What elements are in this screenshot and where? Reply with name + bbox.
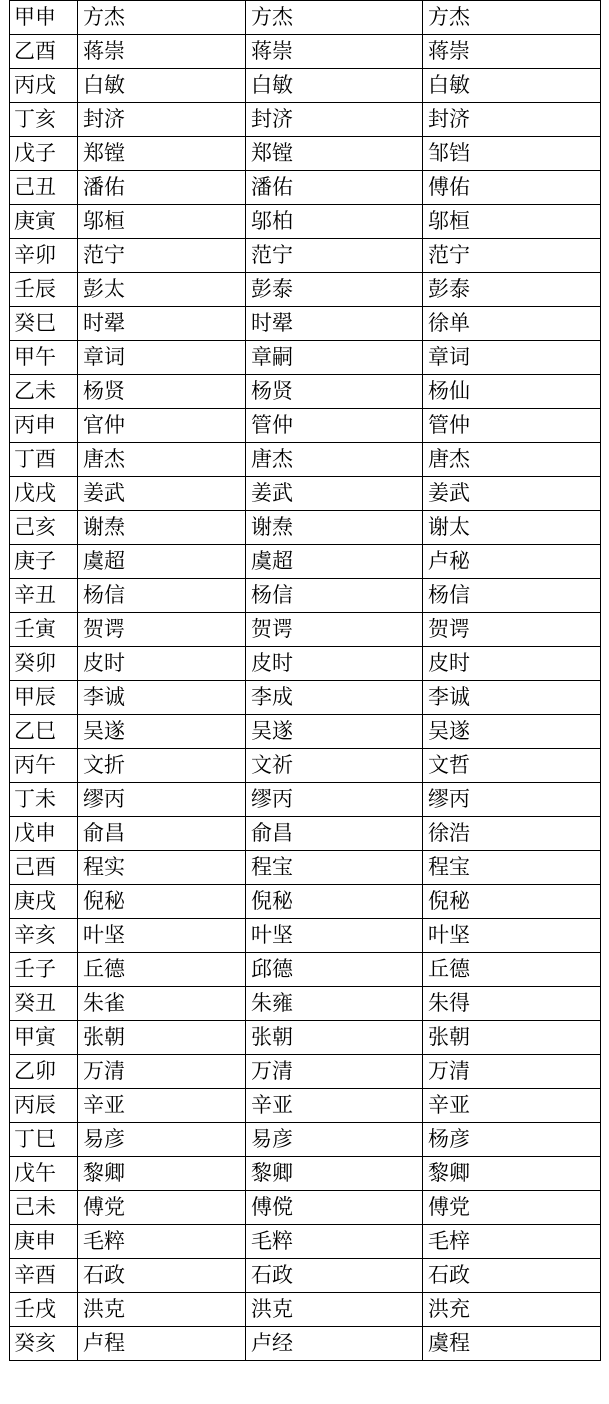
name-cell-b: 傅傥 xyxy=(246,1191,423,1225)
name-cell-c: 辛亚 xyxy=(423,1089,601,1123)
name-cell-b: 倪秘 xyxy=(246,885,423,919)
table-row xyxy=(10,103,601,137)
name-cell-b: 潘佑 xyxy=(246,171,423,205)
cycle-year-cell: 己亥 xyxy=(10,511,78,545)
name-cell-c: 缪丙 xyxy=(423,783,601,817)
name-cell-b: 黎卿 xyxy=(246,1157,423,1191)
name-cell-c: 唐杰 xyxy=(423,443,601,477)
cycle-year-cell: 乙巳 xyxy=(10,715,78,749)
cycle-year-cell: 戊子 xyxy=(10,137,78,171)
table-row xyxy=(10,341,601,375)
name-cell-c: 管仲 xyxy=(423,409,601,443)
name-cell-b: 杨贤 xyxy=(246,375,423,409)
name-cell-b: 彭泰 xyxy=(246,273,423,307)
name-cell-c: 杨仙 xyxy=(423,375,601,409)
name-cell-a: 蒋崇 xyxy=(78,35,246,69)
table-row xyxy=(10,749,601,783)
name-cell-a: 潘佑 xyxy=(78,171,246,205)
name-cell-a: 万清 xyxy=(78,1055,246,1089)
name-cell-c: 谢太 xyxy=(423,511,601,545)
table-row xyxy=(10,307,601,341)
name-cell-b: 虞超 xyxy=(246,545,423,579)
name-cell-b: 卢经 xyxy=(246,1327,423,1361)
name-cell-a: 章词 xyxy=(78,341,246,375)
name-cell-c: 封济 xyxy=(423,103,601,137)
name-cell-b: 白敏 xyxy=(246,69,423,103)
cycle-year-cell: 丙申 xyxy=(10,409,78,443)
name-cell-a: 邬桓 xyxy=(78,205,246,239)
cycle-year-cell: 丙戌 xyxy=(10,69,78,103)
cycle-year-cell: 壬寅 xyxy=(10,613,78,647)
table-row xyxy=(10,375,601,409)
cycle-year-cell: 癸丑 xyxy=(10,987,78,1021)
table-row xyxy=(10,35,601,69)
name-cell-c: 石政 xyxy=(423,1259,601,1293)
cycle-year-cell: 甲申 xyxy=(10,1,78,35)
cycle-year-cell: 庚子 xyxy=(10,545,78,579)
name-cell-c: 洪充 xyxy=(423,1293,601,1327)
cycle-year-cell: 辛卯 xyxy=(10,239,78,273)
name-cell-b: 李成 xyxy=(246,681,423,715)
name-cell-a: 官仲 xyxy=(78,409,246,443)
cycle-year-cell: 戊午 xyxy=(10,1157,78,1191)
name-cell-b: 姜武 xyxy=(246,477,423,511)
name-cell-a: 倪秘 xyxy=(78,885,246,919)
name-cell-a: 封济 xyxy=(78,103,246,137)
cycle-year-cell: 壬子 xyxy=(10,953,78,987)
name-cell-c: 杨信 xyxy=(423,579,601,613)
name-cell-b: 时翚 xyxy=(246,307,423,341)
cycle-year-cell: 乙卯 xyxy=(10,1055,78,1089)
cycle-year-cell: 乙未 xyxy=(10,375,78,409)
name-cell-a: 洪克 xyxy=(78,1293,246,1327)
cycle-year-cell: 癸亥 xyxy=(10,1327,78,1361)
table-row xyxy=(10,409,601,443)
cycle-year-cell: 丁巳 xyxy=(10,1123,78,1157)
name-cell-a: 范宁 xyxy=(78,239,246,273)
name-cell-b: 石政 xyxy=(246,1259,423,1293)
table-row xyxy=(10,1055,601,1089)
name-cell-b: 唐杰 xyxy=(246,443,423,477)
name-cell-c: 彭泰 xyxy=(423,273,601,307)
name-cell-b: 贺谔 xyxy=(246,613,423,647)
table-row xyxy=(10,1157,601,1191)
name-cell-b: 范宁 xyxy=(246,239,423,273)
name-cell-a: 白敏 xyxy=(78,69,246,103)
name-cell-a: 虞超 xyxy=(78,545,246,579)
name-cell-c: 万清 xyxy=(423,1055,601,1089)
cycle-year-cell: 丙午 xyxy=(10,749,78,783)
name-cell-a: 时翚 xyxy=(78,307,246,341)
cycle-year-cell: 丙辰 xyxy=(10,1089,78,1123)
table-row xyxy=(10,1259,601,1293)
cycle-year-cell: 丁亥 xyxy=(10,103,78,137)
cycle-year-cell: 己酉 xyxy=(10,851,78,885)
name-cell-a: 叶坚 xyxy=(78,919,246,953)
name-cell-b: 谢焘 xyxy=(246,511,423,545)
name-cell-b: 杨信 xyxy=(246,579,423,613)
cycle-year-cell: 己未 xyxy=(10,1191,78,1225)
name-cell-c: 傅党 xyxy=(423,1191,601,1225)
table-row xyxy=(10,1123,601,1157)
name-cell-a: 方杰 xyxy=(78,1,246,35)
name-cell-b: 张朝 xyxy=(246,1021,423,1055)
name-cell-a: 彭太 xyxy=(78,273,246,307)
name-cell-b: 洪克 xyxy=(246,1293,423,1327)
name-cell-a: 郑镗 xyxy=(78,137,246,171)
cycle-year-cell: 丁未 xyxy=(10,783,78,817)
cycle-year-cell: 壬辰 xyxy=(10,273,78,307)
cycle-year-cell: 戊戌 xyxy=(10,477,78,511)
name-cell-c: 方杰 xyxy=(423,1,601,35)
name-cell-c: 叶坚 xyxy=(423,919,601,953)
table-row xyxy=(10,919,601,953)
name-cell-a: 杨信 xyxy=(78,579,246,613)
cycle-year-cell: 癸卯 xyxy=(10,647,78,681)
name-comparison-table xyxy=(9,0,601,1361)
name-cell-c: 白敏 xyxy=(423,69,601,103)
cycle-year-cell: 辛丑 xyxy=(10,579,78,613)
name-cell-c: 吴遂 xyxy=(423,715,601,749)
name-cell-b: 俞昌 xyxy=(246,817,423,851)
table-row xyxy=(10,1225,601,1259)
table-row xyxy=(10,205,601,239)
cycle-year-cell: 庚戌 xyxy=(10,885,78,919)
table-row xyxy=(10,239,601,273)
cycle-year-cell: 乙酉 xyxy=(10,35,78,69)
name-cell-c: 皮时 xyxy=(423,647,601,681)
name-cell-b: 吴遂 xyxy=(246,715,423,749)
name-cell-c: 徐浩 xyxy=(423,817,601,851)
name-cell-c: 黎卿 xyxy=(423,1157,601,1191)
table-row xyxy=(10,1021,601,1055)
table-row xyxy=(10,1191,601,1225)
name-cell-a: 石政 xyxy=(78,1259,246,1293)
name-cell-b: 方杰 xyxy=(246,1,423,35)
cycle-year-cell: 癸巳 xyxy=(10,307,78,341)
name-cell-c: 贺谔 xyxy=(423,613,601,647)
name-cell-c: 卢秘 xyxy=(423,545,601,579)
name-cell-c: 邹铛 xyxy=(423,137,601,171)
cycle-year-cell: 辛酉 xyxy=(10,1259,78,1293)
name-cell-b: 章嗣 xyxy=(246,341,423,375)
name-cell-a: 缪丙 xyxy=(78,783,246,817)
name-cell-c: 程宝 xyxy=(423,851,601,885)
table-row xyxy=(10,681,601,715)
cycle-year-cell: 甲寅 xyxy=(10,1021,78,1055)
table-row xyxy=(10,715,601,749)
table-row xyxy=(10,613,601,647)
name-cell-a: 谢焘 xyxy=(78,511,246,545)
cycle-year-cell: 辛亥 xyxy=(10,919,78,953)
table-row xyxy=(10,1293,601,1327)
table-body xyxy=(10,1,601,1361)
name-cell-b: 易彦 xyxy=(246,1123,423,1157)
name-cell-c: 杨彦 xyxy=(423,1123,601,1157)
table-row xyxy=(10,477,601,511)
name-cell-a: 文折 xyxy=(78,749,246,783)
name-cell-a: 毛粹 xyxy=(78,1225,246,1259)
name-cell-a: 皮时 xyxy=(78,647,246,681)
table-row xyxy=(10,953,601,987)
name-cell-c: 傅佑 xyxy=(423,171,601,205)
name-cell-b: 蒋崇 xyxy=(246,35,423,69)
name-cell-a: 傅党 xyxy=(78,1191,246,1225)
table-row xyxy=(10,783,601,817)
name-cell-c: 蒋崇 xyxy=(423,35,601,69)
table-row xyxy=(10,987,601,1021)
name-cell-b: 文祈 xyxy=(246,749,423,783)
table-row xyxy=(10,273,601,307)
table-row xyxy=(10,137,601,171)
table-row xyxy=(10,69,601,103)
name-cell-a: 杨贤 xyxy=(78,375,246,409)
name-cell-a: 易彦 xyxy=(78,1123,246,1157)
table-row xyxy=(10,851,601,885)
table-row xyxy=(10,171,601,205)
name-cell-b: 叶坚 xyxy=(246,919,423,953)
name-cell-a: 姜武 xyxy=(78,477,246,511)
name-cell-a: 辛亚 xyxy=(78,1089,246,1123)
table-row xyxy=(10,647,601,681)
name-cell-b: 缪丙 xyxy=(246,783,423,817)
table-row xyxy=(10,545,601,579)
name-cell-c: 徐单 xyxy=(423,307,601,341)
name-cell-b: 皮时 xyxy=(246,647,423,681)
name-cell-c: 倪秘 xyxy=(423,885,601,919)
table-row xyxy=(10,1327,601,1361)
cycle-year-cell: 己丑 xyxy=(10,171,78,205)
cycle-year-cell: 甲午 xyxy=(10,341,78,375)
table-row xyxy=(10,511,601,545)
name-cell-c: 章词 xyxy=(423,341,601,375)
name-cell-a: 吴遂 xyxy=(78,715,246,749)
name-cell-a: 贺谔 xyxy=(78,613,246,647)
name-cell-b: 邱德 xyxy=(246,953,423,987)
name-cell-c: 丘德 xyxy=(423,953,601,987)
name-cell-a: 张朝 xyxy=(78,1021,246,1055)
name-cell-c: 邬桓 xyxy=(423,205,601,239)
name-cell-b: 辛亚 xyxy=(246,1089,423,1123)
name-cell-a: 俞昌 xyxy=(78,817,246,851)
name-cell-a: 丘德 xyxy=(78,953,246,987)
name-cell-c: 虞程 xyxy=(423,1327,601,1361)
table-row xyxy=(10,885,601,919)
name-cell-c: 毛梓 xyxy=(423,1225,601,1259)
cycle-year-cell: 庚寅 xyxy=(10,205,78,239)
name-cell-c: 朱得 xyxy=(423,987,601,1021)
name-cell-b: 郑镗 xyxy=(246,137,423,171)
cycle-year-cell: 壬戌 xyxy=(10,1293,78,1327)
name-cell-c: 姜武 xyxy=(423,477,601,511)
name-cell-b: 程宝 xyxy=(246,851,423,885)
table-row xyxy=(10,443,601,477)
table-row xyxy=(10,817,601,851)
name-cell-b: 封济 xyxy=(246,103,423,137)
name-cell-b: 朱雍 xyxy=(246,987,423,1021)
table-row xyxy=(10,1089,601,1123)
name-cell-a: 朱雀 xyxy=(78,987,246,1021)
table-row xyxy=(10,579,601,613)
cycle-year-cell: 戊申 xyxy=(10,817,78,851)
name-cell-a: 黎卿 xyxy=(78,1157,246,1191)
name-cell-a: 唐杰 xyxy=(78,443,246,477)
name-cell-c: 文哲 xyxy=(423,749,601,783)
cycle-year-cell: 庚申 xyxy=(10,1225,78,1259)
table-row xyxy=(10,1,601,35)
name-cell-b: 毛粹 xyxy=(246,1225,423,1259)
name-cell-a: 李诚 xyxy=(78,681,246,715)
name-cell-c: 张朝 xyxy=(423,1021,601,1055)
cycle-year-cell: 甲辰 xyxy=(10,681,78,715)
name-cell-a: 程实 xyxy=(78,851,246,885)
name-cell-c: 李诚 xyxy=(423,681,601,715)
cycle-year-cell: 丁酉 xyxy=(10,443,78,477)
name-cell-c: 范宁 xyxy=(423,239,601,273)
name-cell-b: 万清 xyxy=(246,1055,423,1089)
name-cell-a: 卢程 xyxy=(78,1327,246,1361)
name-cell-b: 邬柏 xyxy=(246,205,423,239)
name-cell-b: 管仲 xyxy=(246,409,423,443)
